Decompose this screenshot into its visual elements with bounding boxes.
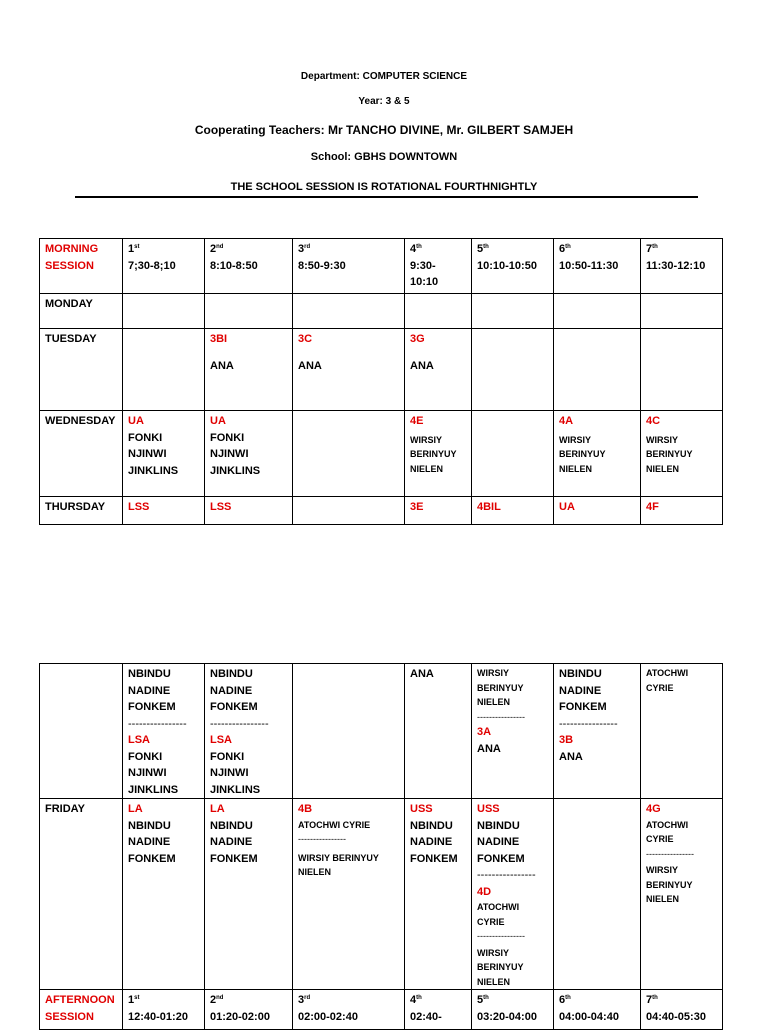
tuesday-p2: 3BI ANA [205, 329, 293, 411]
afternoon-period-1: 1st 12:40-01:20 [123, 990, 205, 1030]
morning-session-label: MORNING SESSION [40, 239, 123, 294]
session-note: THE SCHOOL SESSION IS ROTATIONAL FOURTHNIGHTLY [230, 181, 538, 193]
thursday-p4: 3E [405, 497, 472, 525]
cont-p6: NBINDU NADINE FONKEM ---------------- 3B ANA [554, 664, 641, 799]
school-heading: School: GBHS DOWNTOWN [310, 151, 458, 163]
wednesday-p4: 4E WIRSIY BERINYUY NIELEN [405, 411, 472, 497]
thursday-p6: UA [554, 497, 641, 525]
cont-p2: NBINDU NADINE FONKEM ---------------- LSA FONKI NJINWI JINKLINS [205, 664, 293, 799]
tuesday-p3: 3C ANA [293, 329, 405, 411]
morning-timetable [39, 238, 723, 525]
afternoon-session-label: AFTERNOON SESSION [40, 990, 123, 1030]
period-3-header: 3rd 8:50-9:30 [293, 239, 405, 294]
cont-p5: WIRSIY BERINYUY NIELEN ---------------- 3A ANA [472, 664, 554, 799]
continued-timetable [39, 663, 723, 1030]
monday-row [40, 294, 723, 329]
thursday-p1: LSS [123, 497, 205, 525]
wednesday-p1: UA FONKI NJINWI JINKLINS [123, 411, 205, 497]
department-heading: Department: COMPUTER SCIENCE [300, 71, 468, 82]
thursday-continued-row [40, 664, 723, 799]
day-label-thursday: THURSDAY [40, 497, 123, 525]
thursday-p7: 4F [641, 497, 723, 525]
wednesday-p2: UA FONKI NJINWI JINKLINS [205, 411, 293, 497]
tuesday-row [40, 329, 723, 411]
period-7-header: 7th 11:30-12:10 [641, 239, 723, 294]
afternoon-period-4: 4th 02:40- [405, 990, 472, 1030]
wednesday-row [40, 411, 723, 497]
afternoon-period-6: 6th 04:00-04:40 [554, 990, 641, 1030]
period-2-header: 2nd 8:10-8:50 [205, 239, 293, 294]
day-label-wednesday: WEDNESDAY [40, 411, 123, 497]
friday-p7: 4G ATOCHWI CYRIE ---------------- WIRSIY BERINYUY NIELEN [641, 799, 723, 990]
day-label-friday: FRIDAY [40, 799, 123, 990]
period-1-header: 1st 7;30-8;10 [123, 239, 205, 294]
friday-p3: 4B ATOCHWI CYRIE ---------------- WIRSIY BERINYUY NIELEN [293, 799, 405, 990]
header-rule [75, 196, 698, 198]
thursday-p2: LSS [205, 497, 293, 525]
day-label-monday: MONDAY [40, 294, 123, 329]
tuesday-p4: 3G ANA [405, 329, 472, 411]
afternoon-period-7: 7th 04:40-05:30 [641, 990, 723, 1030]
wednesday-p6: 4A WIRSIY BERINYUY NIELEN [554, 411, 641, 497]
teachers-heading: Cooperating Teachers: Mr TANCHO DIVINE, Mr. GILBERT SAMJEH [194, 123, 574, 137]
morning-header-row [40, 239, 723, 294]
afternoon-period-2: 2nd 01:20-02:00 [205, 990, 293, 1030]
friday-p4: USS NBINDU NADINE FONKEM [405, 799, 472, 990]
cont-p7: ATOCHWI CYRIE [641, 664, 723, 799]
period-6-header: 6th 10:50-11:30 [554, 239, 641, 294]
year-heading: Year: 3 & 5 [358, 96, 410, 107]
afternoon-period-5: 5th 03:20-04:00 [472, 990, 554, 1030]
friday-row [40, 799, 723, 990]
period-5-header: 5th 10:10-10:50 [472, 239, 554, 294]
afternoon-period-3: 3rd 02:00-02:40 [293, 990, 405, 1030]
thursday-row [40, 497, 723, 525]
thursday-p5: 4BIL [472, 497, 554, 525]
friday-p5: USS NBINDU NADINE FONKEM ---------------- 4D ATOCHWI CYRIE ---------------- WIRSIY BERINYUY NIELEN [472, 799, 554, 990]
friday-p2: LA NBINDU NADINE FONKEM [205, 799, 293, 990]
cont-p1: NBINDU NADINE FONKEM ---------------- LSA FONKI NJINWI JINKLINS [123, 664, 205, 799]
day-label-tuesday: TUESDAY [40, 329, 123, 411]
wednesday-p7: 4C WIRSIY BERINYUY NIELEN [641, 411, 723, 497]
period-4-header: 4th 9:30- 10:10 [405, 239, 472, 294]
friday-p1: LA NBINDU NADINE FONKEM [123, 799, 205, 990]
cont-p4: ANA [405, 664, 472, 799]
